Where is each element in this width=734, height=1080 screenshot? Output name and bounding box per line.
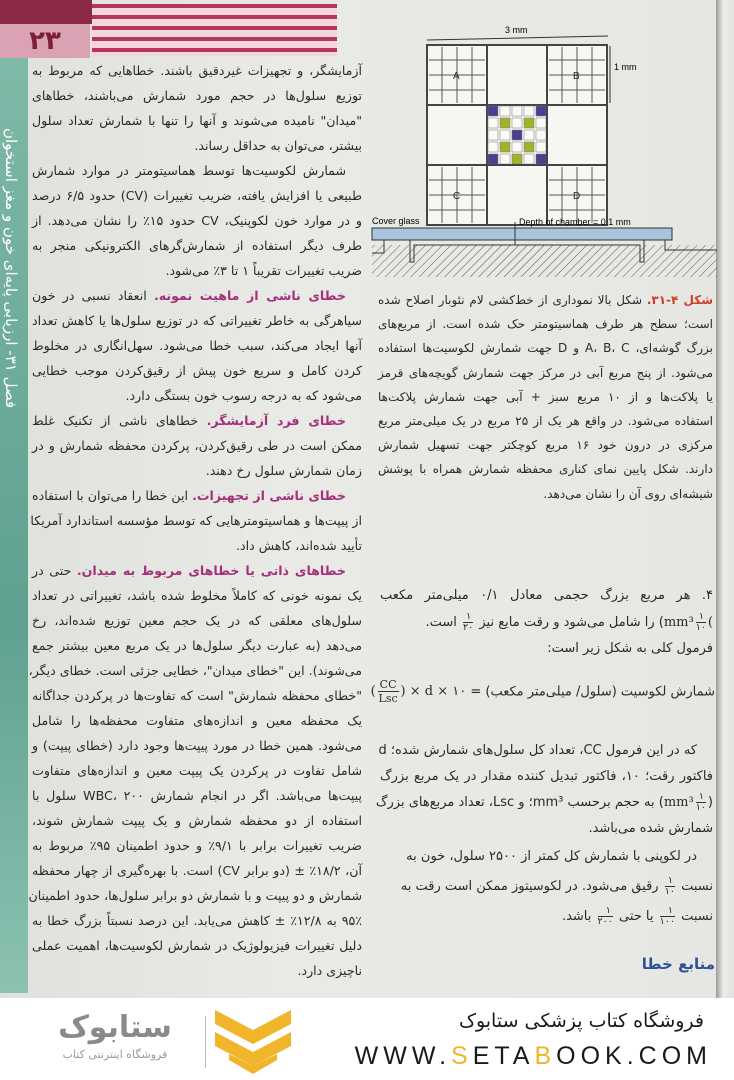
- numerator: ۱: [696, 612, 706, 623]
- page-number: ۲۳: [0, 24, 90, 58]
- store-logo: [30, 1008, 200, 1061]
- explain-line: فاکتور رقت؛ ۱۰، فاکتور تبدیل کننده مقدار در یک مربع بزرگ: [380, 769, 714, 784]
- text-line: [32, 533, 362, 558]
- formula-rhs: × d × ۱۰: [409, 684, 467, 699]
- text: نسبت: [681, 909, 713, 924]
- paragraph-text: شامل تفاوت در پرکردن یک پیپت معین و اندازه‌های متفاوت: [32, 763, 362, 778]
- center-small-square: [488, 106, 498, 116]
- caption-line: مرکزی در درون خود ۱۶ مربع کوچکتر جهت تسهیل شمارش: [378, 438, 713, 453]
- fraction: [598, 906, 613, 927]
- caption-line: یا پلاکت‌ها و از ۱۰ مربع سبز + آبی جهت شمارش پلاکت‌ها: [378, 389, 713, 404]
- text: ) را شامل می‌شود و رقت مایع نیز: [479, 615, 664, 630]
- paragraph-text: سلول‌های معلقی که در یک حجم معین توزیع شده‌اند، رخ: [32, 613, 362, 628]
- unit: mm³: [663, 615, 694, 630]
- store-name: فروشگاه کتاب پزشکی ستابوک: [458, 1010, 704, 1032]
- logo-wordmark: ستابوک: [58, 1010, 172, 1045]
- depth-label: Depth of chamber = 0.1 mm: [519, 217, 631, 227]
- text-line: [32, 308, 362, 333]
- text-line: [32, 783, 362, 808]
- caption-label: شکل ۴-۳۱.: [646, 293, 713, 307]
- paragraph-text: طبیعی یا افزایش یافته، ضریب تغییرات (CV) حدود ۶/۵ درصد: [32, 188, 362, 203]
- paragraph-text: و در موارد خون لکوپنیک، CV حدود ۱۵٪ را نشان می‌دهد. از: [32, 213, 362, 228]
- text: است.: [425, 615, 457, 630]
- center-small-square: [488, 118, 498, 128]
- explain-line: شمارش شده می‌باشد.: [588, 821, 713, 836]
- large-square: [427, 105, 487, 165]
- url-part: B: [534, 1042, 557, 1070]
- denominator: ۱۰: [695, 622, 706, 633]
- paragraph-text: شمارش لکوسیت‌ها توسط هماسیتومتر در موارد شمارش: [32, 163, 346, 178]
- figure-caption: [378, 288, 713, 506]
- text-line: [32, 208, 362, 233]
- text: ) به حجم برحسب mm³؛ و Lsc، تعداد مربع‌های بزرگ: [375, 795, 664, 810]
- text-line: [32, 258, 362, 283]
- text-line: [32, 508, 362, 533]
- text-line: [32, 958, 362, 983]
- text-line: [32, 108, 362, 133]
- caption-text: شکل بالا نموداری از خط‌کشی لام نئوبار اصلاح شده: [378, 293, 647, 307]
- center-small-square: [500, 130, 510, 140]
- paragraph-text: سیاهرگی به خاطر تغییراتی که در توزیع سلول‌ها یا کاهش تعداد: [32, 313, 362, 328]
- paragraph-text: "میدان" نامیده می‌شوند و آنها را تنها با شمارش تعداد سلول: [32, 113, 362, 128]
- chevron-logo-icon: [215, 1010, 291, 1074]
- text-line: [32, 733, 362, 758]
- item-line: ۴. هر مربع بزرگ حجمی معادل ۰/۱ میلی‌متر مکعب: [380, 588, 714, 603]
- store-footer: [0, 998, 734, 1080]
- denominator: ۱۰: [695, 802, 706, 813]
- text-line: [28, 883, 362, 908]
- center-small-square: [512, 106, 522, 116]
- width-label: 3 mm: [505, 25, 528, 35]
- paragraph-text: یک محفظه معین و اندازه‌های متفاوت محفظه‌ها را شامل: [32, 713, 362, 728]
- denominator: Lsc: [378, 692, 398, 705]
- explain-line: [380, 902, 713, 932]
- text-line: [32, 58, 362, 83]
- fraction: [463, 612, 473, 633]
- text-line: [32, 133, 362, 158]
- paragraph-text: یک نمونه خونی که کاملاً مخلوط شده باشد، تغییراتی در تعداد: [32, 588, 362, 603]
- paragraph-text: از پیپت‌ها و هماسیتومترهایی که توسط مؤسسه استاندارد آمریکا: [30, 513, 362, 528]
- square-label: A: [453, 71, 460, 82]
- paragraph-text: کردن کامل و سریع خون پیش از رقیق‌کردن موجب خطایی: [32, 363, 362, 378]
- paragraph-text: استفاده از دو محفظه شمارش و یک پیپت شمارش شوند،: [32, 813, 362, 828]
- text-line: [32, 833, 362, 858]
- height-label: 1 mm: [614, 62, 637, 72]
- paragraph-text: آزمایشگر، و تجهیزات غیردقیق باشند. خطاهایی که مربوط به: [32, 63, 362, 78]
- caption-line: بزرگ گوشه‌ای، A، B، C و D جهت شمارش لکوسیت‌ها استفاده: [378, 341, 714, 356]
- paragraph-text: آنها ایجاد می‌کند، سبب خطا می‌شود. سهل‌انگاری در مخلوط: [32, 338, 362, 353]
- numerator: CC: [379, 678, 397, 691]
- caption-line: [378, 288, 713, 312]
- url-part: OOK.COM: [556, 1042, 712, 1070]
- denominator: ۱۰۰: [659, 916, 675, 927]
- text-line: [32, 558, 362, 583]
- large-square: [487, 45, 547, 105]
- numerator: ۱: [463, 612, 473, 623]
- item-line: فرمول کلی به شکل زیر است:: [547, 641, 713, 656]
- text-line: [32, 808, 362, 833]
- center-small-square: [500, 142, 510, 152]
- fraction: [665, 876, 675, 897]
- paragraph-text: حتی در: [32, 563, 77, 578]
- center-small-square: [524, 154, 534, 164]
- url-part: S: [451, 1042, 473, 1070]
- square-label: C: [453, 191, 461, 202]
- large-square: [487, 165, 547, 225]
- paragraph-text: انعقاد نسبی در خون: [32, 288, 154, 303]
- square-label: D: [573, 191, 581, 202]
- paragraph-text: می‌دهد (به عبارت دیگر سلول‌ها در یک مربع معین بیشتر جمع: [32, 638, 362, 653]
- text-line: [32, 283, 362, 308]
- section-heading: منابع خطا: [641, 955, 715, 973]
- subsection-heading: خطای ناشی از ماهیت نمونه.: [153, 288, 346, 303]
- center-small-square: [524, 142, 534, 152]
- paragraph-text: ممکن است در طی رقیق‌کردن، پرکردن محفظه شمارش و در: [32, 438, 362, 453]
- caption-line: شیشه‌ای روی آن را نشان می‌دهد.: [543, 486, 713, 501]
- text: نسبت: [681, 879, 713, 894]
- text-line: [28, 658, 362, 683]
- cover-glass-label: Cover glass: [372, 216, 420, 226]
- paragraph-text: دلیل تغییرات فیزیولوژیک در شمارش لکوسیت‌ها، اهمیت عملی: [32, 938, 362, 953]
- large-square: [547, 105, 607, 165]
- text-line: [32, 433, 362, 458]
- paragraph-text: ناچیزی دارد.: [297, 963, 362, 978]
- paragraph-text: می‌شوند). این "خطای میدان"، خطایی جزئی است. خطای دیگر،: [28, 663, 362, 678]
- text-line: [32, 158, 362, 183]
- formula-lhs: شمارش لکوسیت (سلول/ میلی‌متر مکعب) =: [470, 684, 715, 700]
- paragraph-text: می‌شود که به درجه رسوب خون بستگی دارد.: [125, 388, 362, 403]
- center-small-square: [500, 118, 510, 128]
- center-small-square: [512, 142, 522, 152]
- subsection-heading: خطاهای ذاتی یا خطاهای مربوط به میدان.: [76, 563, 347, 578]
- text-line: [32, 583, 362, 608]
- url-part: WWW.: [354, 1042, 452, 1070]
- explain-line: در لکوپنی با شمارش کل کمتر از ۲۵۰۰ سلول، خون به: [406, 849, 697, 864]
- text-line: [32, 408, 362, 433]
- paragraph-text: آن، ۱۸/۲٪ ± (دو برابر CV) است. با بهره‌گیری از چهار محفظه: [32, 863, 362, 878]
- center-small-square: [500, 106, 510, 116]
- paragraph-text: ضریب تغییرات تقریباً ۱ تا ۳٪ می‌شود.: [165, 263, 362, 278]
- numerator: ۱: [660, 906, 675, 917]
- chapter-title: فصل ۳۱- ارزیابی پایه‌ای خون و مغز استخوان: [2, 128, 20, 409]
- text-line: [32, 933, 362, 958]
- explain-line: [380, 872, 713, 902]
- subsection-heading: خطای ناشی از تجهیزات.: [192, 488, 346, 503]
- text-line: [32, 683, 362, 708]
- paragraph-text: ۹۵٪ به ۱۲/۸٪ ± کاهش می‌یابد. این درصد نسبتاً بزرگ خطا به: [32, 913, 363, 928]
- explain-line: ( $\frac{۱}{۱۰}$ mm³) به حجم برحسب mm³؛ و Lsc، تعداد مربع‌های بزرگ: [375, 791, 713, 813]
- caption-line: است؛ سطح هر طرف هماسیتومتر حک شده است. از مربع‌های: [378, 317, 713, 332]
- text-line: [32, 458, 362, 483]
- text-line: [32, 83, 362, 108]
- item-4: [380, 582, 713, 661]
- denominator: ۲۰۰: [597, 916, 613, 927]
- center-small-square: [524, 130, 534, 140]
- text-line: [32, 183, 362, 208]
- hemocytometer-figure: [360, 20, 720, 282]
- item-line: [380, 609, 713, 636]
- square-label: B: [573, 71, 580, 82]
- unit: mm³: [663, 795, 694, 810]
- cover-glass: [372, 228, 672, 240]
- numerator: ۱: [665, 876, 675, 887]
- denominator: ۲۰: [463, 622, 474, 633]
- paragraph-text: "خطای محفظه شمارش" است که تفاوت‌ها در پرکردن جداگانه: [32, 688, 362, 703]
- explain-line: که در این فرمول CC، تعداد کل سلول‌های شمارش شده؛ d: [378, 743, 697, 758]
- store-url[interactable]: [355, 1042, 712, 1071]
- text-line: [32, 383, 362, 408]
- paragraph-text: پیپت‌ها می‌باشد. اگر در انجام شمارش WBC، ۲۰۰ سلول با: [32, 788, 362, 803]
- center-small-square: [536, 130, 546, 140]
- paragraph-text: زمان شمارش سلول رخ دهند.: [205, 463, 362, 478]
- fraction: [696, 792, 706, 813]
- paragraph-text: بیشتر، می‌توان به حداقل رساند.: [194, 138, 362, 153]
- paragraph-text: می‌شود. همین خطا در مورد پیپت‌ها وجود دارد (خطای پیپت) و: [32, 738, 362, 753]
- paragraph-text: توزیع سلول‌ها در حجم مورد شمارش می‌باشند، خطاهای: [32, 88, 362, 103]
- center-small-square: [488, 142, 498, 152]
- leukocyte-formula: شمارش لکوسیت (سلول/ میلی‌متر مکعب) = ( $\frac{CC}{\text{Lsc}}$ ) × d × ۱۰: [370, 678, 715, 705]
- text-line: [32, 633, 362, 658]
- center-small-square: [536, 106, 546, 116]
- logo-subtitle: فروشگاه اینترنتی کتاب: [62, 1048, 168, 1061]
- text-line: [32, 483, 362, 508]
- text-line: [32, 758, 362, 783]
- paragraph-text: ضریب تغییرات برابر با ۹/۱٪ و حدود اطمینان ۹۵٪ مربوط به: [32, 838, 362, 853]
- paragraph-text: طرف دیگر استفاده از شمارش‌گرهای الکترونیکی منجر به: [32, 238, 362, 253]
- text-line: [32, 858, 362, 883]
- center-small-square: [512, 154, 522, 164]
- numerator: ۱: [598, 906, 613, 917]
- paren: (: [707, 615, 713, 630]
- chapter-margin-band: [0, 58, 28, 993]
- center-small-square: [536, 154, 546, 164]
- caption-line: دارند. شکل پایین نمای کناری محفظه شمارش همراه با پوشش: [378, 462, 713, 477]
- paragraph-text: این خطا را می‌توان با استفاده: [32, 488, 193, 503]
- center-small-square: [512, 130, 522, 140]
- center-small-square: [536, 118, 546, 128]
- numerator: ۱: [696, 792, 706, 803]
- center-small-square: [512, 118, 522, 128]
- fraction: [696, 612, 706, 633]
- text: رقیق می‌شود. در لکوسیتوز ممکن است رقت به: [400, 879, 659, 894]
- header-corner-block: [0, 0, 92, 24]
- text-line: [32, 233, 362, 258]
- center-small-square: [524, 106, 534, 116]
- text: باشد.: [561, 909, 592, 924]
- center-small-square: [488, 130, 498, 140]
- center-small-square: [488, 154, 498, 164]
- left-column: [28, 58, 363, 983]
- denominator: ۱۰: [664, 886, 675, 897]
- center-small-square: [524, 118, 534, 128]
- text-line: [32, 708, 362, 733]
- subsection-heading: خطای فرد آزمایشگر.: [206, 413, 346, 428]
- width-dimension-line: [427, 36, 608, 40]
- paragraph-text: تأیید شده‌اند، کاهش داد.: [236, 538, 362, 553]
- caption-line: استفاده می‌شود. در واقع هر یک از ۲۵ مربع در یک میلی‌متر مربع: [378, 413, 713, 428]
- paragraph-text: شمارش و دو پیپت و با شمارش دو برابر سلول‌ها، حدود اطمینان: [28, 888, 362, 903]
- text-line: [32, 908, 362, 933]
- text-line: [32, 358, 362, 383]
- center-small-square: [500, 154, 510, 164]
- text-line: [32, 608, 362, 633]
- url-part: ETA: [472, 1042, 535, 1070]
- paragraph-text: خطاهای ناشی از تکنیک غلط: [32, 413, 207, 428]
- logo-divider: [205, 1016, 206, 1068]
- header-stripes: [92, 4, 337, 56]
- fraction: [660, 906, 675, 927]
- text: یا حتی: [618, 909, 654, 924]
- formula-explanation: [375, 738, 714, 932]
- text-line: [32, 333, 362, 358]
- caption-line: می‌شود. از پنج مربع آبی در مرکز جهت شمارش گویچه‌های قرمز: [378, 365, 713, 380]
- center-small-square: [536, 142, 546, 152]
